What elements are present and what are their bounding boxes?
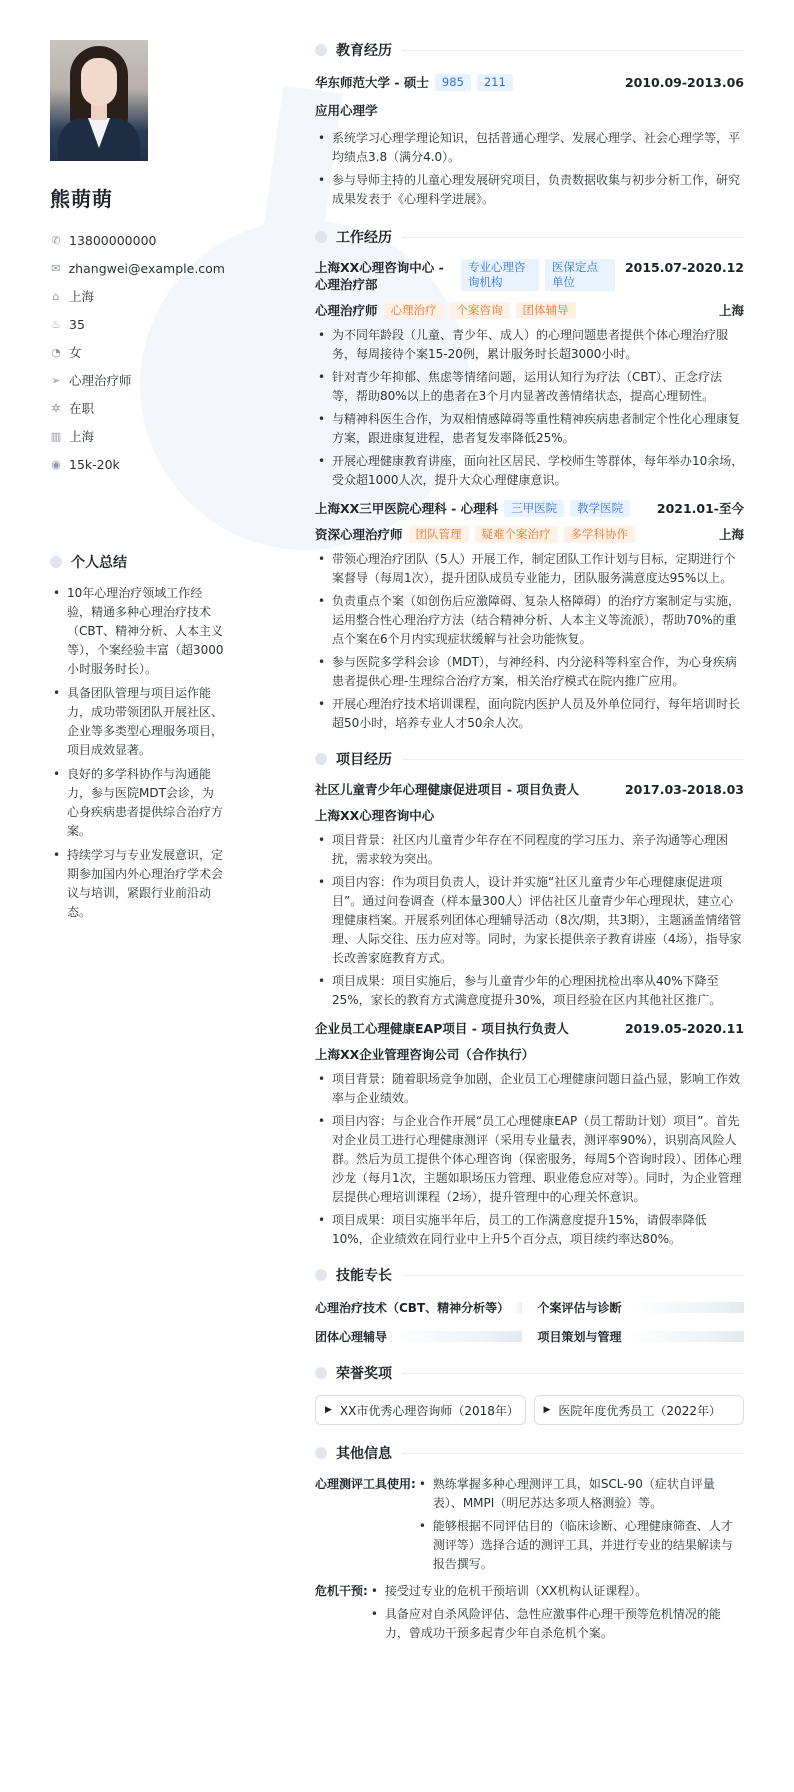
list-item: • 项目内容：与企业合作开展“员工心理健康EAP（员工帮助计划）项目”。首先对企业员工进行心理健康测评（采用专业量表，测评率90%），识别高风险人群。然后为员工提供个体心理咨询（保密服务，每周5个咨询时段）、团体心理沙龙（每月1次，主题如职场压力管理、职业倦怠应对等）。同时，为企业管理层提供心理培训课程（2场），提升管理中的心理关怀意识。 [315,1112,744,1207]
play-icon: ▶ [543,1405,551,1415]
list-item: • 具备应对自杀风险评估、急性应激事件心理干预等危机情况的能力，曾成功干预多起青少年自杀危机个案。 [368,1605,744,1643]
skill-bar [515,1302,521,1313]
list-item: • 开展心理健康教育讲座，面向社区居民、学校师生等群体，每年举办10余场，受众超1000人次，提升大众心理健康意识。 [315,452,744,490]
section-dot-icon [315,753,327,765]
org-name: 上海XX心理咨询中心 - 心理治疗部 [315,260,444,292]
list-item: • 接受过专业的危机干预培训（XX机构认证课程）。 [368,1582,744,1601]
list-item: • 针对青少年抑郁、焦虑等情绪问题，运用认知行为疗法（CBT）、正念疗法等，帮助80%以上的患者在3个月内显著改善情绪状态，提高心理韧性。 [315,368,744,406]
list-item: • 负责重点个案（如创伤后应激障碍、复杂人格障碍）的治疗方案制定与实施，运用整合性心理治疗方法（结合精神分析、人本主义等流派），帮助70%的重点个案在6个月内实现症状缓解与社会功能恢复。 [315,592,744,649]
education-title: 教育经历 [336,43,392,59]
project-list [315,831,744,1010]
work-date: 2015.07-2020.12 [624,260,744,275]
work-city-row [50,422,225,450]
salary-row [50,450,225,478]
tag-badge: 专业心理咨询机构 [461,259,539,291]
skill-badge: 团体辅导 [516,302,576,319]
project-entry-head [315,781,744,798]
home-icon: ⌂ [52,289,60,303]
position-row [50,366,225,394]
project-name: 企业员工心理健康EAP项目 - 项目执行负责人 [315,1021,569,1036]
awards-title: 荣誉奖项 [336,1366,392,1382]
other-label: 心理测评工具使用: [315,1477,416,1491]
gender-row [50,338,225,366]
other-list [416,1475,744,1578]
project-org [315,1045,744,1063]
education-entry-head [315,74,744,91]
list-item: • 项目成果：项目实施后，参与儿童青少年的心理困扰检出率从40%下降至25%，家长的教育方式满意度提升30%，项目经验在区内其他社区推广。 [315,972,744,1010]
status-text: 在职 [69,401,95,416]
coin-icon: ◉ [51,457,61,471]
skill-badge: 多学科协作 [564,526,636,543]
list-item: • 能够根据不同评估目的（临床诊断、心理健康筛查、人才测评等）选择合适的测评工具，并进行专业的结果解读与报告撰写。 [416,1517,744,1574]
section-dot-icon [315,231,327,243]
city-row [50,282,225,310]
project-org-text: 上海XX心理咨询中心 [315,808,435,823]
skill-item [538,1328,745,1345]
other-heading [315,1443,744,1463]
org-name: 上海XX三甲医院心理科 - 心理科 [315,501,499,516]
position-text: 心理治疗师 [69,373,132,388]
status-row [50,394,225,422]
list-item: • 与精神科医生合作，为双相情感障碍等重性精神疾病患者制定个性化心理康复方案，跟进康复进程，患者复发率降低25%。 [315,410,744,448]
summary-list [50,584,225,922]
summary-title: 个人总结 [71,555,127,571]
list-item: • 系统学习心理学理论知识，包括普通心理学、发展心理学、社会心理学等，平均绩点3.8（满分4.0）。 [315,129,744,167]
play-icon: ▶ [325,1405,332,1415]
list-item: • 项目内容：作为项目负责人，设计并实施“社区儿童青少年心理健康促进项目”。通过问卷调查（样本量300人）评估社区儿童青少年心理现状，建立心理健康档案。开展系列团体心理辅导活动（8次/期，共3期），主题涵盖情绪管理、人际交往、压力应对等。同时，为家长提供亲子教育讲座（4场），指导家长改善家庭教育方式。 [315,873,744,968]
tag-badge: 医保定点单位 [545,259,615,291]
skills-heading [315,1265,744,1285]
role-text: 心理治疗师 [315,303,378,318]
skill-badge: 心理治疗 [384,302,444,319]
phone-icon: ✆ [51,233,61,247]
skill-bar [628,1331,744,1342]
work-title: 工作经历 [336,230,392,246]
list-item: • 参与医院多学科会诊（MDT），与神经科、内分泌科等科室合作，为心身疾病患者提供心理-生理综合治疗方案，相关治疗模式在院内推广应用。 [315,653,744,691]
gender-icon: ◔ [51,345,61,359]
divider [402,50,744,51]
summary-heading [50,552,225,572]
project-entry-head [315,1020,744,1037]
tag-badge: 教学医院 [570,500,630,517]
project-date: 2019.05-2020.11 [624,1021,744,1036]
skill-bar [393,1331,521,1342]
skill-badge: 个案咨询 [450,302,510,319]
section-dot-icon [315,44,327,56]
work-role-row [315,525,744,543]
work-city: 上海 [718,303,744,318]
education-date: 2010.09-2013.06 [624,75,744,90]
other-title: 其他信息 [336,1446,392,1462]
age-text: 35 [69,316,85,332]
list-item: • 项目成果：项目实施半年后，员工的工作满意度提升15%，请假率降低10%，企业绩效在同行业中上升5个百分点，项目续约率达80%。 [315,1211,744,1249]
salary-text: 15k-20k [69,456,120,472]
award-label: 医院年度优秀员工（2022年） [558,1403,721,1418]
project-org-text: 上海XX企业管理咨询公司（合作执行） [315,1047,535,1062]
major-text: 应用心理学 [315,103,378,118]
phone-row [50,226,225,254]
other-group [315,1475,744,1578]
skill-label: 心理治疗技术（CBT、精神分析等） [315,1301,510,1315]
divider [402,1453,744,1454]
work-heading [315,227,744,247]
skill-badge: 团队管理 [409,526,469,543]
section-dot-icon [315,1367,327,1379]
education-major [315,101,744,119]
list-item: • 持续学习与专业发展意识，定期参加国内外心理治疗学术会议与培训，紧跟行业前沿动态。 [50,846,225,922]
project-list [315,1070,744,1249]
project-date: 2017.03-2018.03 [624,782,744,797]
work-date: 2021.01-至今 [656,501,744,516]
divider [402,237,744,238]
work-list [315,326,744,490]
tag-badge: 985 [435,74,471,91]
work-entry-head [315,259,744,293]
list-item: • 参与导师主持的儿童心理发展研究项目，负责数据收集与初步分析工作，研究成果发表于《心理科学进展》。 [315,171,744,209]
work-role-row [315,301,744,319]
skill-label: 个案评估与诊断 [537,1301,622,1315]
send-icon: ➢ [51,373,61,387]
list-item: • 开展心理治疗技术培训课程，面向院内医护人员及外单位同行，每年培训时长超50小时，培养专业人才50余人次。 [315,695,744,733]
city-text: 上海 [69,289,95,304]
email-text: zhangwei@example.com [68,260,225,276]
tag-badge: 211 [477,74,513,91]
award-item [315,1395,526,1425]
age-row [50,310,225,338]
role-text: 资深心理治疗师 [315,527,403,542]
project-name: 社区儿童青少年心理健康促进项目 - 项目负责人 [315,782,579,797]
project-org [315,806,744,824]
skill-item [315,1328,522,1345]
award-label: XX市优秀心理咨询师（2018年） [339,1403,519,1418]
skills-title: 技能专长 [336,1268,392,1284]
list-item: • 项目背景：随着职场竞争加剧，企业员工心理健康问题日益凸显，影响工作效率与企业绩效。 [315,1070,744,1108]
avatar [50,40,148,161]
work-entry-head [315,500,744,517]
work-city-text: 上海 [69,429,95,444]
skill-item [315,1299,522,1316]
work-city: 上海 [718,527,744,542]
tag-badge: 三甲医院 [504,500,564,517]
other-list [368,1582,744,1647]
school-name: 华东师范大学 - 硕士 [315,75,429,90]
skills-grid [315,1299,744,1345]
work-list [315,550,744,733]
skill-item [538,1299,745,1316]
list-item: • 为不同年龄段（儿童、青少年、成人）的心理问题患者提供个体心理治疗服务，每周接待个案15-20例，累计服务时长超3000小时。 [315,326,744,364]
list-item: • 带领心理治疗团队（5人）开展工作，制定团队工作计划与目标，定期进行个案督导（每周1次），提升团队成员专业能力，团队服务满意度达95%以上。 [315,550,744,588]
divider [402,1275,744,1276]
phone-text: 13800000000 [69,232,157,248]
gender-text: 女 [69,345,82,360]
list-item: • 10年心理治疗领域工作经验，精通多种心理治疗技术（CBT、精神分析、人本主义等），个案经验丰富（超3000小时服务时长）。 [50,584,225,679]
list-item: • 具备团队管理与项目运作能力，成功带领团队开展社区、企业等多类型心理服务项目，项目成效显著。 [50,684,225,760]
section-dot-icon [315,1447,327,1459]
skill-bar [628,1302,744,1313]
list-item: • 良好的多学科协作与沟通能力，参与医院MDT会诊，为心身疾病患者提供综合治疗方案。 [50,765,225,841]
gear-icon: ✲ [51,401,61,415]
skill-badge: 疑难个案治疗 [475,526,558,543]
education-list [315,129,744,209]
divider [402,759,744,760]
section-dot-icon [315,1269,327,1281]
building-icon: ▥ [50,429,62,443]
main-content [315,40,744,1647]
skill-label: 项目策划与管理 [537,1330,622,1344]
projects-title: 项目经历 [336,752,392,768]
candidate-name: 熊萌萌 [50,187,113,211]
list-item: • 熟练掌握多种心理测评工具，如SCL-90（症状自评量表）、MMPI（明尼苏达多项人格测验）等。 [416,1475,744,1513]
divider [402,1373,744,1374]
awards-list [315,1395,744,1425]
skill-label: 团体心理辅导 [315,1330,388,1344]
award-item [534,1395,745,1425]
other-label: 危机干预: [315,1584,368,1598]
projects-heading [315,749,744,769]
mail-icon: ✉ [51,261,61,275]
other-group [315,1582,744,1647]
list-item: • 项目背景：社区内儿童青少年存在不同程度的学习压力、亲子沟通等心理困扰，需求较为突出。 [315,831,744,869]
education-heading [315,40,744,60]
awards-heading [315,1363,744,1383]
email-row [50,254,225,282]
section-dot-icon [50,556,62,568]
sidebar [50,40,225,927]
cake-icon: ♨ [51,317,61,331]
